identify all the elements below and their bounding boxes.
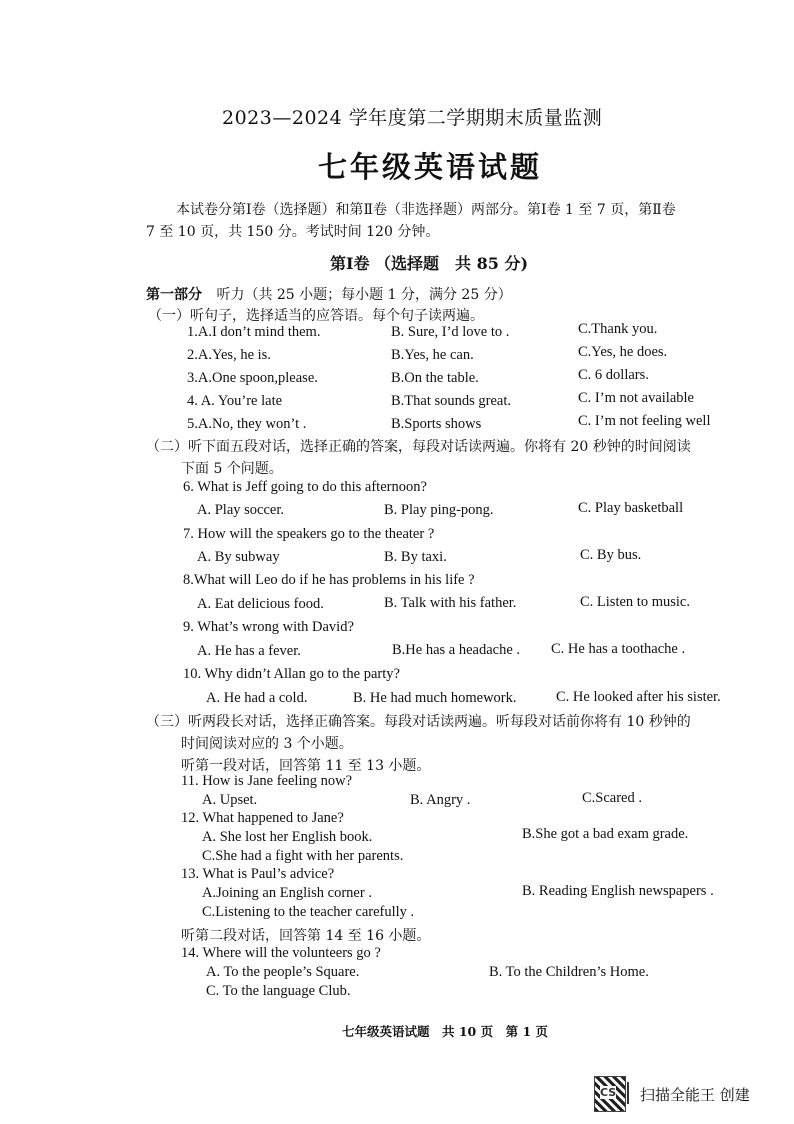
q2-option-b: B.Yes, he can. xyxy=(391,347,474,363)
q7-option-b: B. By taxi. xyxy=(384,549,447,565)
q3-option-a: 3.A.One spoon,please. xyxy=(187,370,318,386)
q14-option-a: A. To the people’s Square. xyxy=(206,964,360,980)
watermark-text: 扫描全能王 创建 xyxy=(640,1086,750,1104)
page-footer: 七年级英语试题 共 10 页 第 1 页 xyxy=(342,1024,549,1039)
q9-option-b: B.He has a headache . xyxy=(392,642,521,658)
q10-option-a: A. He had a cold. xyxy=(206,690,308,706)
q11-option-c: C.Scared . xyxy=(582,790,642,806)
part-1-title: 听力（共 25 小题；每小题 1 分，满分 25 分） xyxy=(216,287,512,303)
scanner-logo-icon xyxy=(627,1082,637,1104)
q11-stem: 11. How is Jane feeling now? xyxy=(181,773,353,789)
q10-stem: 10. Why didn’t Allan go to the party? xyxy=(183,666,400,682)
q10-option-c: C. He looked after his sister. xyxy=(556,689,721,705)
q11-option-a: A. Upset. xyxy=(202,792,258,808)
q2-option-a: 2.A.Yes, he is. xyxy=(187,347,271,363)
section-2-instruction-2: 下面 5 个问题。 xyxy=(181,461,283,477)
q9-option-c: C. He has a toothache . xyxy=(551,641,686,657)
q13-option-b: B. Reading English newspapers . xyxy=(522,883,714,899)
section-1-instruction: （一）听句子，选择适当的应答语。每个句子读两遍。 xyxy=(148,308,484,324)
q4-option-b: B.That sounds great. xyxy=(391,393,512,409)
intro-line-2: 7 至 10 页，共 150 分。考试时间 120 分钟。 xyxy=(146,224,440,240)
q1-option-a: 1.A.I don’t mind them. xyxy=(187,324,321,340)
q3-option-c: C. 6 dollars. xyxy=(578,367,649,383)
q7-option-a: A. By subway xyxy=(197,549,280,565)
q5-option-b: B.Sports shows xyxy=(391,416,482,432)
q7-stem: 7. How will the speakers go to the theater ? xyxy=(183,526,435,542)
q14-option-c: C. To the language Club. xyxy=(206,983,351,999)
q6-option-c: C. Play basketball xyxy=(578,500,684,516)
q8-option-b: B. Talk with his father. xyxy=(384,595,517,611)
q14-stem: 14. Where will the volunteers go ? xyxy=(181,945,381,961)
q9-stem: 9. What’s wrong with David? xyxy=(183,619,354,635)
qr-code-label: CS xyxy=(600,1086,617,1099)
q6-option-b: B. Play ping-pong. xyxy=(384,502,494,518)
q8-option-c: C. Listen to music. xyxy=(580,594,690,610)
q5-option-c: C. I’m not feeling well xyxy=(578,413,711,429)
qr-code-icon xyxy=(594,1076,626,1112)
subject-title: 七年级英语试题 xyxy=(318,150,543,184)
q8-option-a: A. Eat delicious food. xyxy=(197,596,324,612)
part-1-label: 第一部分 xyxy=(146,287,202,303)
q6-stem: 6. What is Jeff going to do this afternoon? xyxy=(183,479,427,495)
section-3-instruction-2: 时间阅读对应的 3 个小题。 xyxy=(181,736,353,752)
q12-option-c: C.She had a fight with her parents. xyxy=(202,848,404,864)
section-2-instruction-1: （二）听下面五段对话，选择正确的答案，每段对话读两遍。你将有 20 秒钟的时间阅读 xyxy=(146,439,691,455)
dialogue-1-intro: 听第一段对话，回答第 11 至 13 小题。 xyxy=(181,758,431,774)
part-1-heading xyxy=(146,284,512,304)
q5-option-a: 5.A.No, they won’t . xyxy=(187,416,307,432)
q1-option-c: C.Thank you. xyxy=(578,321,658,337)
q1-option-b: B. Sure, I’d love to . xyxy=(391,324,510,340)
q13-stem: 13. What is Paul’s advice? xyxy=(181,866,335,882)
q12-option-a: A. She lost her English book. xyxy=(202,829,373,845)
q4-option-c: C. I’m not available xyxy=(578,390,694,406)
q11-option-b: B. Angry . xyxy=(410,792,471,808)
q9-option-a: A. He has a fever. xyxy=(197,643,301,659)
q3-option-b: B.On the table. xyxy=(391,370,479,386)
exam-title: 2023—2024 学年度第二学期期末质量监测 xyxy=(222,107,603,129)
q12-option-b: B.She got a bad exam grade. xyxy=(522,826,689,842)
section-3-instruction-1: （三）听两段长对话，选择正确答案。每段对话读两遍。听每段对话前你将有 10 秒钟的 xyxy=(146,714,691,730)
q6-option-a: A. Play soccer. xyxy=(197,502,284,518)
dialogue-2-intro: 听第二段对话，回答第 14 至 16 小题。 xyxy=(181,928,431,944)
q8-stem: 8.What will Leo do if he has problems in his life ? xyxy=(183,572,475,588)
intro-line-1: 本试卷分第Ⅰ卷（选择题）和第Ⅱ卷（非选择题）两部分。第Ⅰ卷 1 至 7 页，第Ⅱ卷 xyxy=(176,202,676,218)
q14-option-b: B. To the Children’s Home. xyxy=(489,964,649,980)
q7-option-c: C. By bus. xyxy=(580,547,642,563)
q13-option-c: C.Listening to the teacher carefully . xyxy=(202,904,415,920)
volume-1-title: 第Ⅰ卷 （选择题 共 85 分) xyxy=(330,254,529,273)
q2-option-c: C.Yes, he does. xyxy=(578,344,668,360)
q12-stem: 12. What happened to Jane? xyxy=(181,810,344,826)
q13-option-a: A.Joining an English corner . xyxy=(202,885,372,901)
q4-option-a: 4. A. You’re late xyxy=(187,393,283,409)
q10-option-b: B. He had much homework. xyxy=(353,690,517,706)
